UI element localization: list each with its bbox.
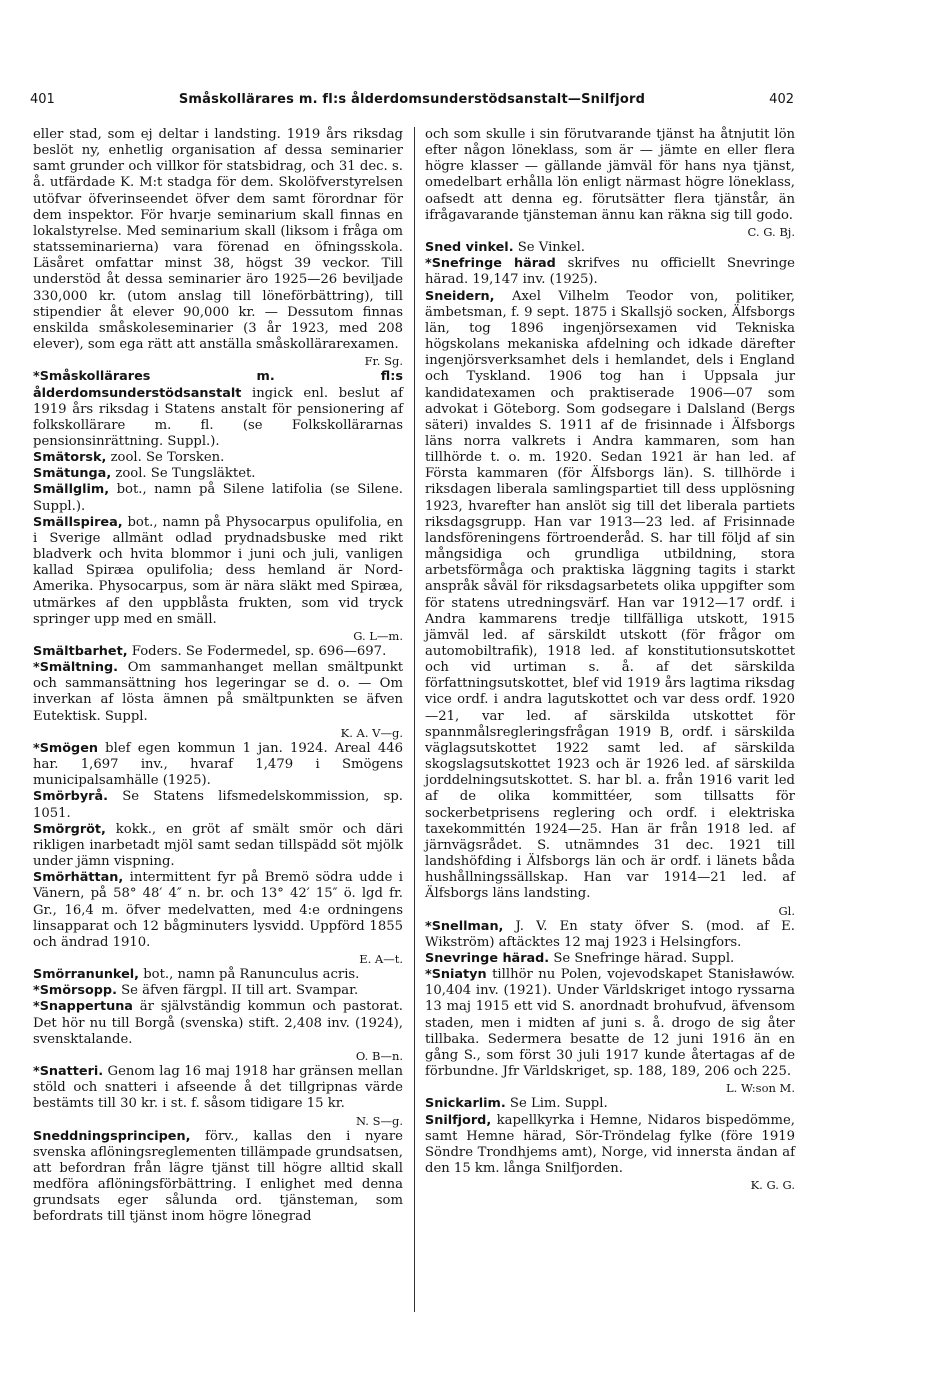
dictionary-entry xyxy=(33,983,403,999)
entry-headword: Smätunga, xyxy=(33,466,112,482)
entry-text: eller stad, som ej deltar i landsting. 1919 års riksdag beslöt ny, enhetlig organisation af dessa seminarier samt grunder och villkor för statsbidrag, och 31 dec. s. å. utfärdade K. M:t stadga för dem. Skolöfverstyrelsen utöfvar öfverinseendet öfver dem samt förordnar för dem inspektor. För hvarje seminarium skall finnas en lokalstyrelse. Med seminarium skall (liksom i fråga om statsseminarierna) vara förenad en öfningsskola. Läsåret omfattar minst 38, högst 39 veckor. Till understöd åt dessa seminarier äro 1925—26 beviljade 330,000 kr. (utom anslag till löneförbättring), till stipendier åt elever 90,000 kr. — Dessutom finnas enskilda småskoleseminarier (3 år 1923, med 208 elever), som ega rätt att anställa småskollärarexamen. xyxy=(33,127,403,353)
entry-headword: Smörhättan, xyxy=(33,870,124,886)
entry-text: kapellkyrka i Hemne, Nidaros bispedömme, samt Hemne härad, Sör-Tröndelag fylke (före 1919 Söndre Trondhjems amt), Norge, vid innersta ändan af den 15 km. långa Snilfjorden. xyxy=(425,1112,795,1176)
page-number-right: 402 xyxy=(769,92,794,107)
dictionary-entry xyxy=(33,999,403,1064)
entry-headword: *Snappertuna xyxy=(33,999,133,1015)
entry-headword: *Snellman, xyxy=(425,918,504,934)
dictionary-entry xyxy=(33,822,403,870)
dictionary-entry xyxy=(33,515,403,644)
author-signature: K. A. V—g. xyxy=(340,725,403,740)
author-signature: K. G. G. xyxy=(750,1178,795,1193)
left-column xyxy=(33,127,403,1226)
dictionary-entry xyxy=(425,1096,795,1112)
running-title: Småskollärares m. fl:s ålderdomsunderstödsanstalt—Snilfjord xyxy=(178,92,646,107)
dictionary-entry xyxy=(33,127,403,369)
entry-text: och som skulle i sin förutvarande tjänst ha åtnjutit lön efter någon löneklass, som är — jämte en eller flera högre klasser — gällande jämväl för hans nya tjänst, omedelbart erhålla lön enligt närmast högre löneklass, oafsedt att denna eg. förutsätter flera tjänstår, än ifrågavarande tjänsteman ännu kan räkna sig till godo. xyxy=(425,127,795,223)
entry-headword: Sneddningsprincipen, xyxy=(33,1128,191,1144)
dictionary-entry xyxy=(33,466,403,482)
entry-headword: *Smältning. xyxy=(33,660,119,676)
dictionary-entry xyxy=(33,660,403,741)
author-signature: Gl. xyxy=(778,903,795,918)
dictionary-entry xyxy=(33,1129,403,1226)
entry-headword: Snickarlim. xyxy=(425,1096,506,1112)
entry-text: bot., namn på Silene latifolia (se Silene. Suppl.). xyxy=(33,482,403,514)
author-signature: C. G. Bj. xyxy=(747,224,795,239)
entry-headword: Sneidern, xyxy=(425,288,495,304)
author-signature: E. A—t. xyxy=(359,951,403,966)
entry-text: blef egen kommun 1 jan. 1924. Areal 446 har. 1,697 inv., hvaraf 1,479 i Smögens municipalsamhälle (1925). xyxy=(33,740,403,789)
entry-text: förv., kallas den i nyare svenska aflöningsreglementen tillämpade grundsatsen, att befordran från lägre tjänst till högre alltid skall medföra aflöningsförbättring. I enlighet med denna grundsats eger sålunda ord. tjänsteman, som befordrats till tjänst inom högre lönegrad xyxy=(33,1128,403,1225)
entry-headword: Smörbyrå. xyxy=(33,789,108,805)
entry-headword: Snevringe härad. xyxy=(425,950,550,966)
dictionary-entry xyxy=(33,967,403,983)
page-number-left: 401 xyxy=(30,92,55,107)
entry-text: ingick enl. beslut af 1919 års riksdag i Statens anstalt för pensionering af folkskollärare m. fl. (se Folkskollärarnas pensionsinrättning. Suppl.). xyxy=(33,385,403,449)
entry-text: Genom lag 16 maj 1918 har gränsen mellan stöld och snatteri i afseende å det tillgripnas värde bestämts till 30 kr. i st. f. såsom tidigare 15 kr. xyxy=(33,1064,403,1112)
dictionary-entry xyxy=(33,482,403,514)
dictionary-entry xyxy=(425,240,795,256)
author-signature: L. W:son M. xyxy=(726,1081,795,1096)
author-signature: N. S—g. xyxy=(355,1113,403,1128)
author-signature: G. L—m. xyxy=(353,628,403,643)
entry-headword: *Småskollärares m. fl:s ålderdomsunderstödsanstalt xyxy=(33,369,403,401)
entry-headword: *Sniatyn xyxy=(425,967,487,983)
running-header xyxy=(30,92,794,112)
author-signature: Fr. Sg. xyxy=(364,354,403,369)
dictionary-entry xyxy=(425,289,795,919)
dictionary-entry xyxy=(33,369,403,450)
entry-headword: *Snatteri. xyxy=(33,1064,104,1080)
dictionary-entry xyxy=(425,256,795,288)
entry-text: Se Lim. Suppl. xyxy=(505,1096,608,1112)
entry-text: Om sammanhanget mellan smältpunkt och sammansättning hos legeringar se d. o. — Om inverkan af lösta ämnen på smältpunkten se äfven Eutektisk. Suppl. xyxy=(33,660,403,724)
entry-text: kokk., en gröt af smält smör och däri rikligen inarbetadt mjöl samt sedan tillspädd söt mjölk under jämn vispning. xyxy=(33,821,403,870)
entry-headword: Smörranunkel, xyxy=(33,967,140,983)
entry-text: Foders. Se Fodermedel, sp. 696—697. xyxy=(127,644,387,659)
entry-text: bot., namn på Physocarpus opulifolia, en i Sverige allmänt odlad prydnadsbuske med rikt bladverk och hvita blommor i juni och juli, vanligen kallad Spiræa opulifolia; dess hemland är Nord-Amerika. Physocarpus, som är nära släkt med Spiræa, utmärkes af den uppblåsta frukten, som vid tryck springer upp med en smäll. xyxy=(33,514,403,627)
dictionary-entry xyxy=(425,919,795,951)
entry-text: är självständig kommun och pastorat. Det hör nu till Borgå (svenska) stift. 2,408 inv. (1924), svensktalande. xyxy=(33,999,403,1047)
entry-headword: Smällglim, xyxy=(33,482,110,498)
dictionary-entry xyxy=(33,644,403,660)
entry-text: Se Statens lifsmedelskommission, sp. 1051. xyxy=(33,789,403,821)
dictionary-entry xyxy=(33,789,403,821)
entry-headword: Sned vinkel. xyxy=(425,240,514,256)
entry-headword: *Smörsopp. xyxy=(33,983,117,999)
entry-text: tillhör nu Polen, vojevodskapet Stanisławów. 10,404 inv. (1921). Under Världskriget intogo ryssarna 13 maj 1915 ett vid S. anordnadt brohufvud, äfvensom staden, men i midten af juni s. å. drogo de sig åter tillbaka. Sedermera besatte de 12 juni 1916 än en gång S., som först 30 juli 1917 kunde återtagas af de förbundne. Jfr Världskriget, sp. 188, 189, 206 och 225. xyxy=(425,967,795,1080)
entry-headword: Snilfjord, xyxy=(425,1112,492,1128)
dictionary-entry xyxy=(425,951,795,967)
entry-headword: Smällspirea, xyxy=(33,514,123,530)
entry-text: Se äfven färgpl. II till art. Svampar. xyxy=(116,983,359,999)
dictionary-entry xyxy=(425,1113,795,1194)
entry-headword: *Snefringe härad xyxy=(425,256,556,272)
dictionary-entry xyxy=(33,1064,403,1129)
dictionary-entry xyxy=(33,741,403,789)
dictionary-entry xyxy=(33,870,403,967)
dictionary-entry xyxy=(425,967,795,1096)
entry-text: intermittent fyr på Bremö södra udde i Vänern, på 58° 48′ 4″ n. br. och 13° 42′ 15″ ö. lgd fr. Gr., 16,4 m. öfver medelvatten, med 4:e ordningens linsapparat och 12 bågminuters lysvidd. Uppförd 1855 och ändrad 1910. xyxy=(33,870,403,950)
author-signature: O. B—n. xyxy=(355,1048,403,1063)
entry-text: bot., namn på Ranunculus acris. xyxy=(139,967,360,983)
right-column xyxy=(425,127,795,1193)
dictionary-entry xyxy=(33,450,403,466)
entry-text: Axel Vilhelm Teodor von, politiker, ämbetsman, f. 9 sept. 1875 i Skallsjö socken, Älfsborgs län, tog 1896 ingenjörsexamen vid Tekniska högskolans mekaniska afdelning och idkade därefter ingenjörsverksamhet dels i hemlandet, dels i England och Tyskland. 1906 tog han i Uppsala jur kandidatexamen och praktiserade 1906—07 som advokat i Göteborg. Som godsegare i Dalsland (Bergs säteri) invaldes S. 1911 af de frisinnade i Älfsborgs läns norra valkrets i Andra kammaren, som han tillhörde t. o. m. 1920. Sedan 1921 är han led. af Första kammaren (för Älfsborgs län). S. tillhörde i riksdagen liberala samlingspartiet till dess upplösning 1923, hvarefter han anslöt sig till det liberala partiets riksdagsgrupp. Han var 1913—23 led. af Frisinnade landsföreningens förtroenderåd. S. har till följd af sin mångsidiga och grundliga utbildning, stora arbetsförmåga och praktiska läggning tagits i starkt anspråk såväl för riksdagsarbetets olika uppgifter som för statens utredningsvärf. Han var 1912—17 ordf. i Andra kammarens tredje tillfälliga utskott, 1915 jämväl led. af särskildt utskott (för frågor om automobiltrafik), 1918 led. af konstitutionsutskottet och vid urtiman s. å. af det särskilda författningsutskottet, blef vid 1919 års lagtima riksdag vice ordf. i andra lagutskottet och var dess ordf. 1920—21, var led. af särskilda utskottet för spannmålsregleringsfrågan 1919 B, ordf. i särskilda väglagsutskottet 1922 samt led. af särskilda skogslagsutskottet 1923 och är 1926 led. af särskilda jorddelningsutskottet. S. har bl. a. från 1916 varit led af de olika kommittéer, som tillsatts för sockerbetprisens reglering och ordf. i elektriska taxekommittén 1924—25. Han är från 1918 led. af järnvägsrådet. S. utnämndes 31 dec. 1921 till landshöfding i Älfsborgs län och är ordf. i länets båda hushållningssällskap. Han var 1914—21 led. af Älfsborgs läns landsting. xyxy=(425,288,795,902)
entry-headword: Smältbarhet, xyxy=(33,644,128,659)
entry-headword: Smörgröt, xyxy=(33,821,106,837)
entry-text: Se Snefringe härad. Suppl. xyxy=(549,950,735,966)
entry-text: skrifves nu officiellt Snevringe härad. 19,147 inv. (1925). xyxy=(425,256,795,288)
column-rule xyxy=(414,127,415,1312)
entry-text: J. V. En staty öfver S. (mod. af E. Wikström) aftäcktes 12 maj 1923 i Helsingfors. xyxy=(425,918,795,950)
entry-text: zool. Se Torsken. xyxy=(106,450,225,466)
entry-text: zool. Se Tungsläktet. xyxy=(111,466,256,482)
dictionary-entry xyxy=(425,127,795,240)
entry-headword: Smätorsk, xyxy=(33,450,107,466)
entry-headword: *Smögen xyxy=(33,740,98,756)
entry-text: Se Vinkel. xyxy=(513,240,585,256)
